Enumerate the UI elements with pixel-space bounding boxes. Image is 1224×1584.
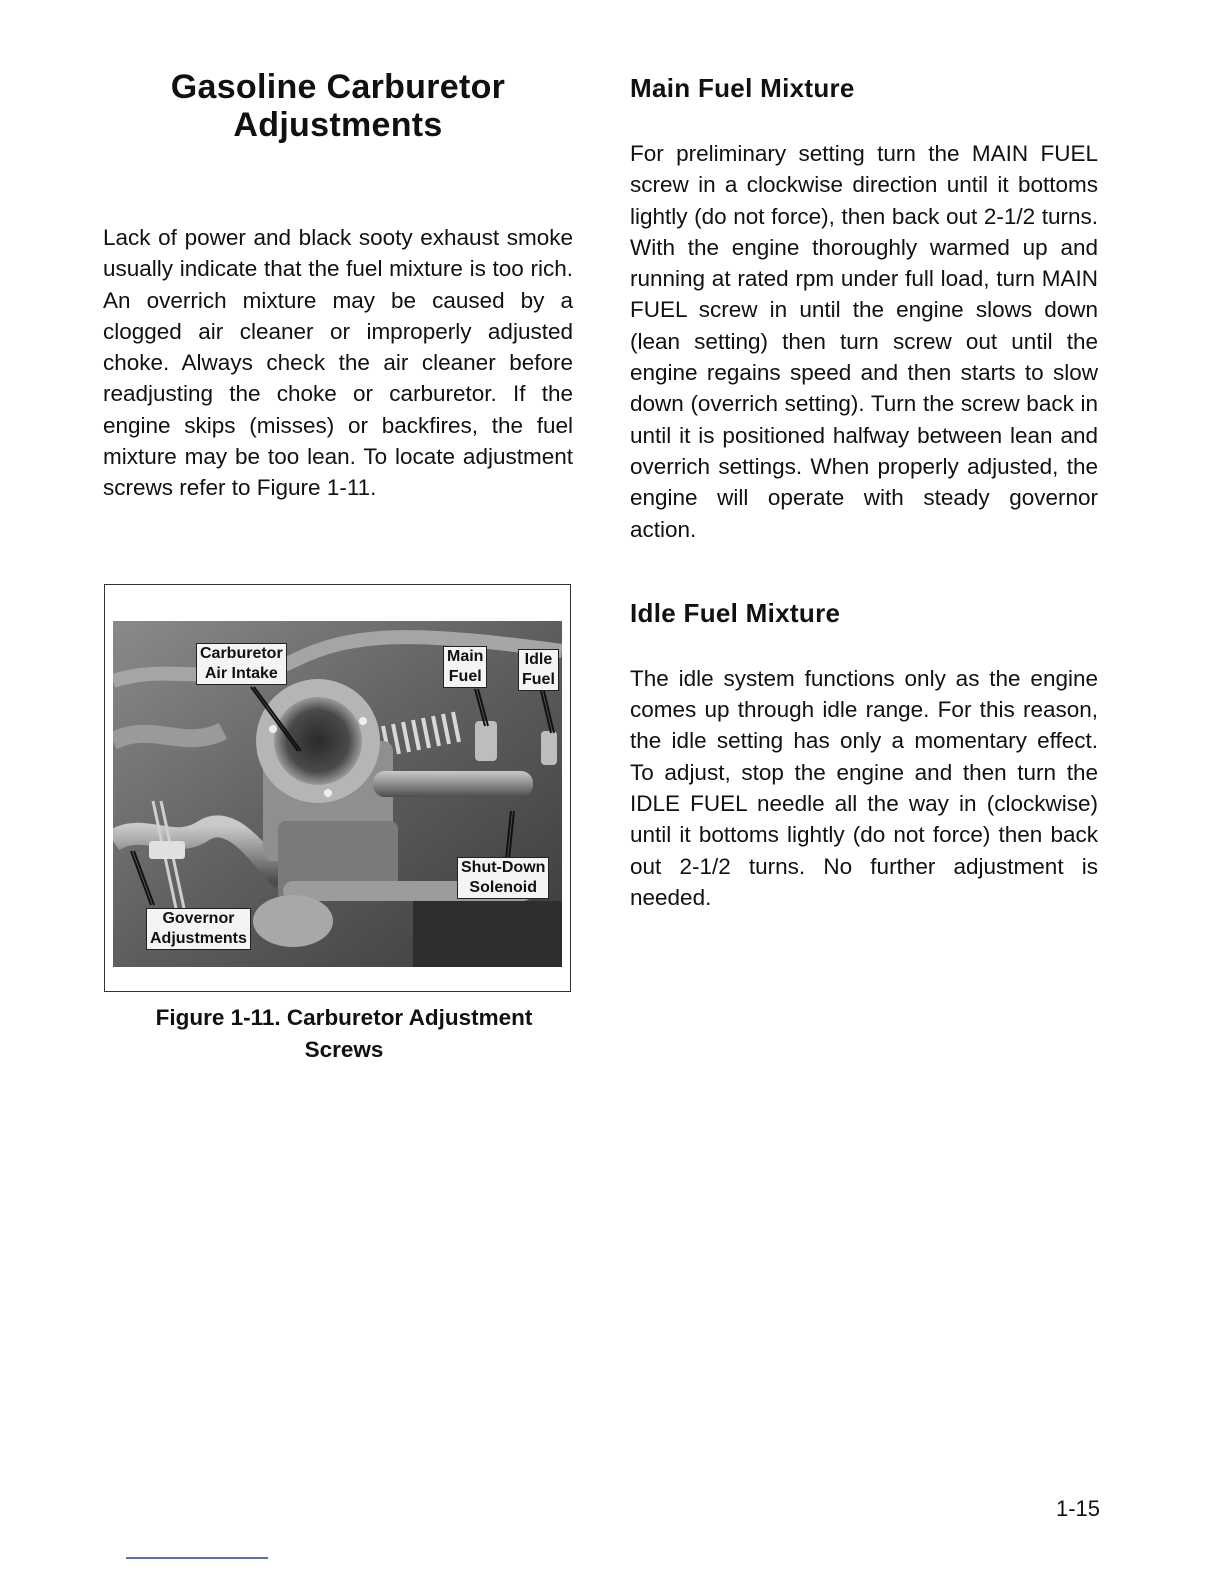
right-column <box>630 68 1098 913</box>
callout-idle-fuel: Idle Fuel <box>518 649 559 691</box>
page-number: 1-15 <box>1055 1496 1100 1521</box>
page-title-line-2: Adjustments <box>233 106 443 144</box>
page-title <box>103 68 573 144</box>
callout-governor-adjustments: Governor Adjustments <box>146 908 251 950</box>
figure-frame <box>104 584 571 992</box>
callout-shut-down-solenoid: Shut-Down Solenoid <box>457 857 549 899</box>
carburetor-photo <box>113 621 562 967</box>
figure-caption <box>104 1002 584 1066</box>
page-title-line-1: Gasoline Carburetor <box>170 68 506 106</box>
callout-main-fuel: Main Fuel <box>443 646 487 688</box>
figure-caption-line-2: Screws <box>304 1037 384 1062</box>
bottom-rule <box>126 1557 268 1559</box>
intro-paragraph: Lack of power and black sooty exhaust smoke usually indicate that the fuel mixture is too rich. An overrich mixture may be caused by a clogged air cleaner or improperly adjusted choke. Always check the air cleaner before readjusting the choke or carburetor. If the engine skips (misses) or backfires, the fuel mixture may be too lean. To locate adjustment screws refer to Figure 1-11. <box>103 225 573 501</box>
main-fuel-mixture-paragraph: For preliminary setting turn the MAIN FUEL screw in a clockwise direction until it bottoms lightly (do not force), then back out 2-1/2 turns. With the engine thoroughly warmed up and running at rated rpm under full load, turn MAIN FUEL screw in until the engine slows down (lean setting) then turn screw out until the engine regains speed and then starts to slow down (overrich setting). Turn the screw back in until it is positioned halfway between lean and overrich settings. When properly adjusted, the engine will operate with steady governor action. <box>630 141 1098 542</box>
callout-carburetor-air-intake: Carburetor Air Intake <box>196 643 287 685</box>
idle-fuel-mixture-paragraph: The idle system functions only as the engine comes up through idle range. For this reason, the idle setting has only a momentary effect. To adjust, stop the engine and then turn the IDLE FUEL needle all the way in (clockwise) until it bottoms lightly (do not force) then back out 2-1/2 turns. No further adjustment is needed. <box>630 665 1098 910</box>
main-fuel-mixture-heading: Main Fuel Mixture <box>630 73 855 103</box>
left-column <box>103 68 573 504</box>
idle-fuel-mixture-heading: Idle Fuel Mixture <box>630 597 841 628</box>
figure-caption-line-1: Figure 1-11. Carburetor Adjustment <box>155 1005 533 1030</box>
